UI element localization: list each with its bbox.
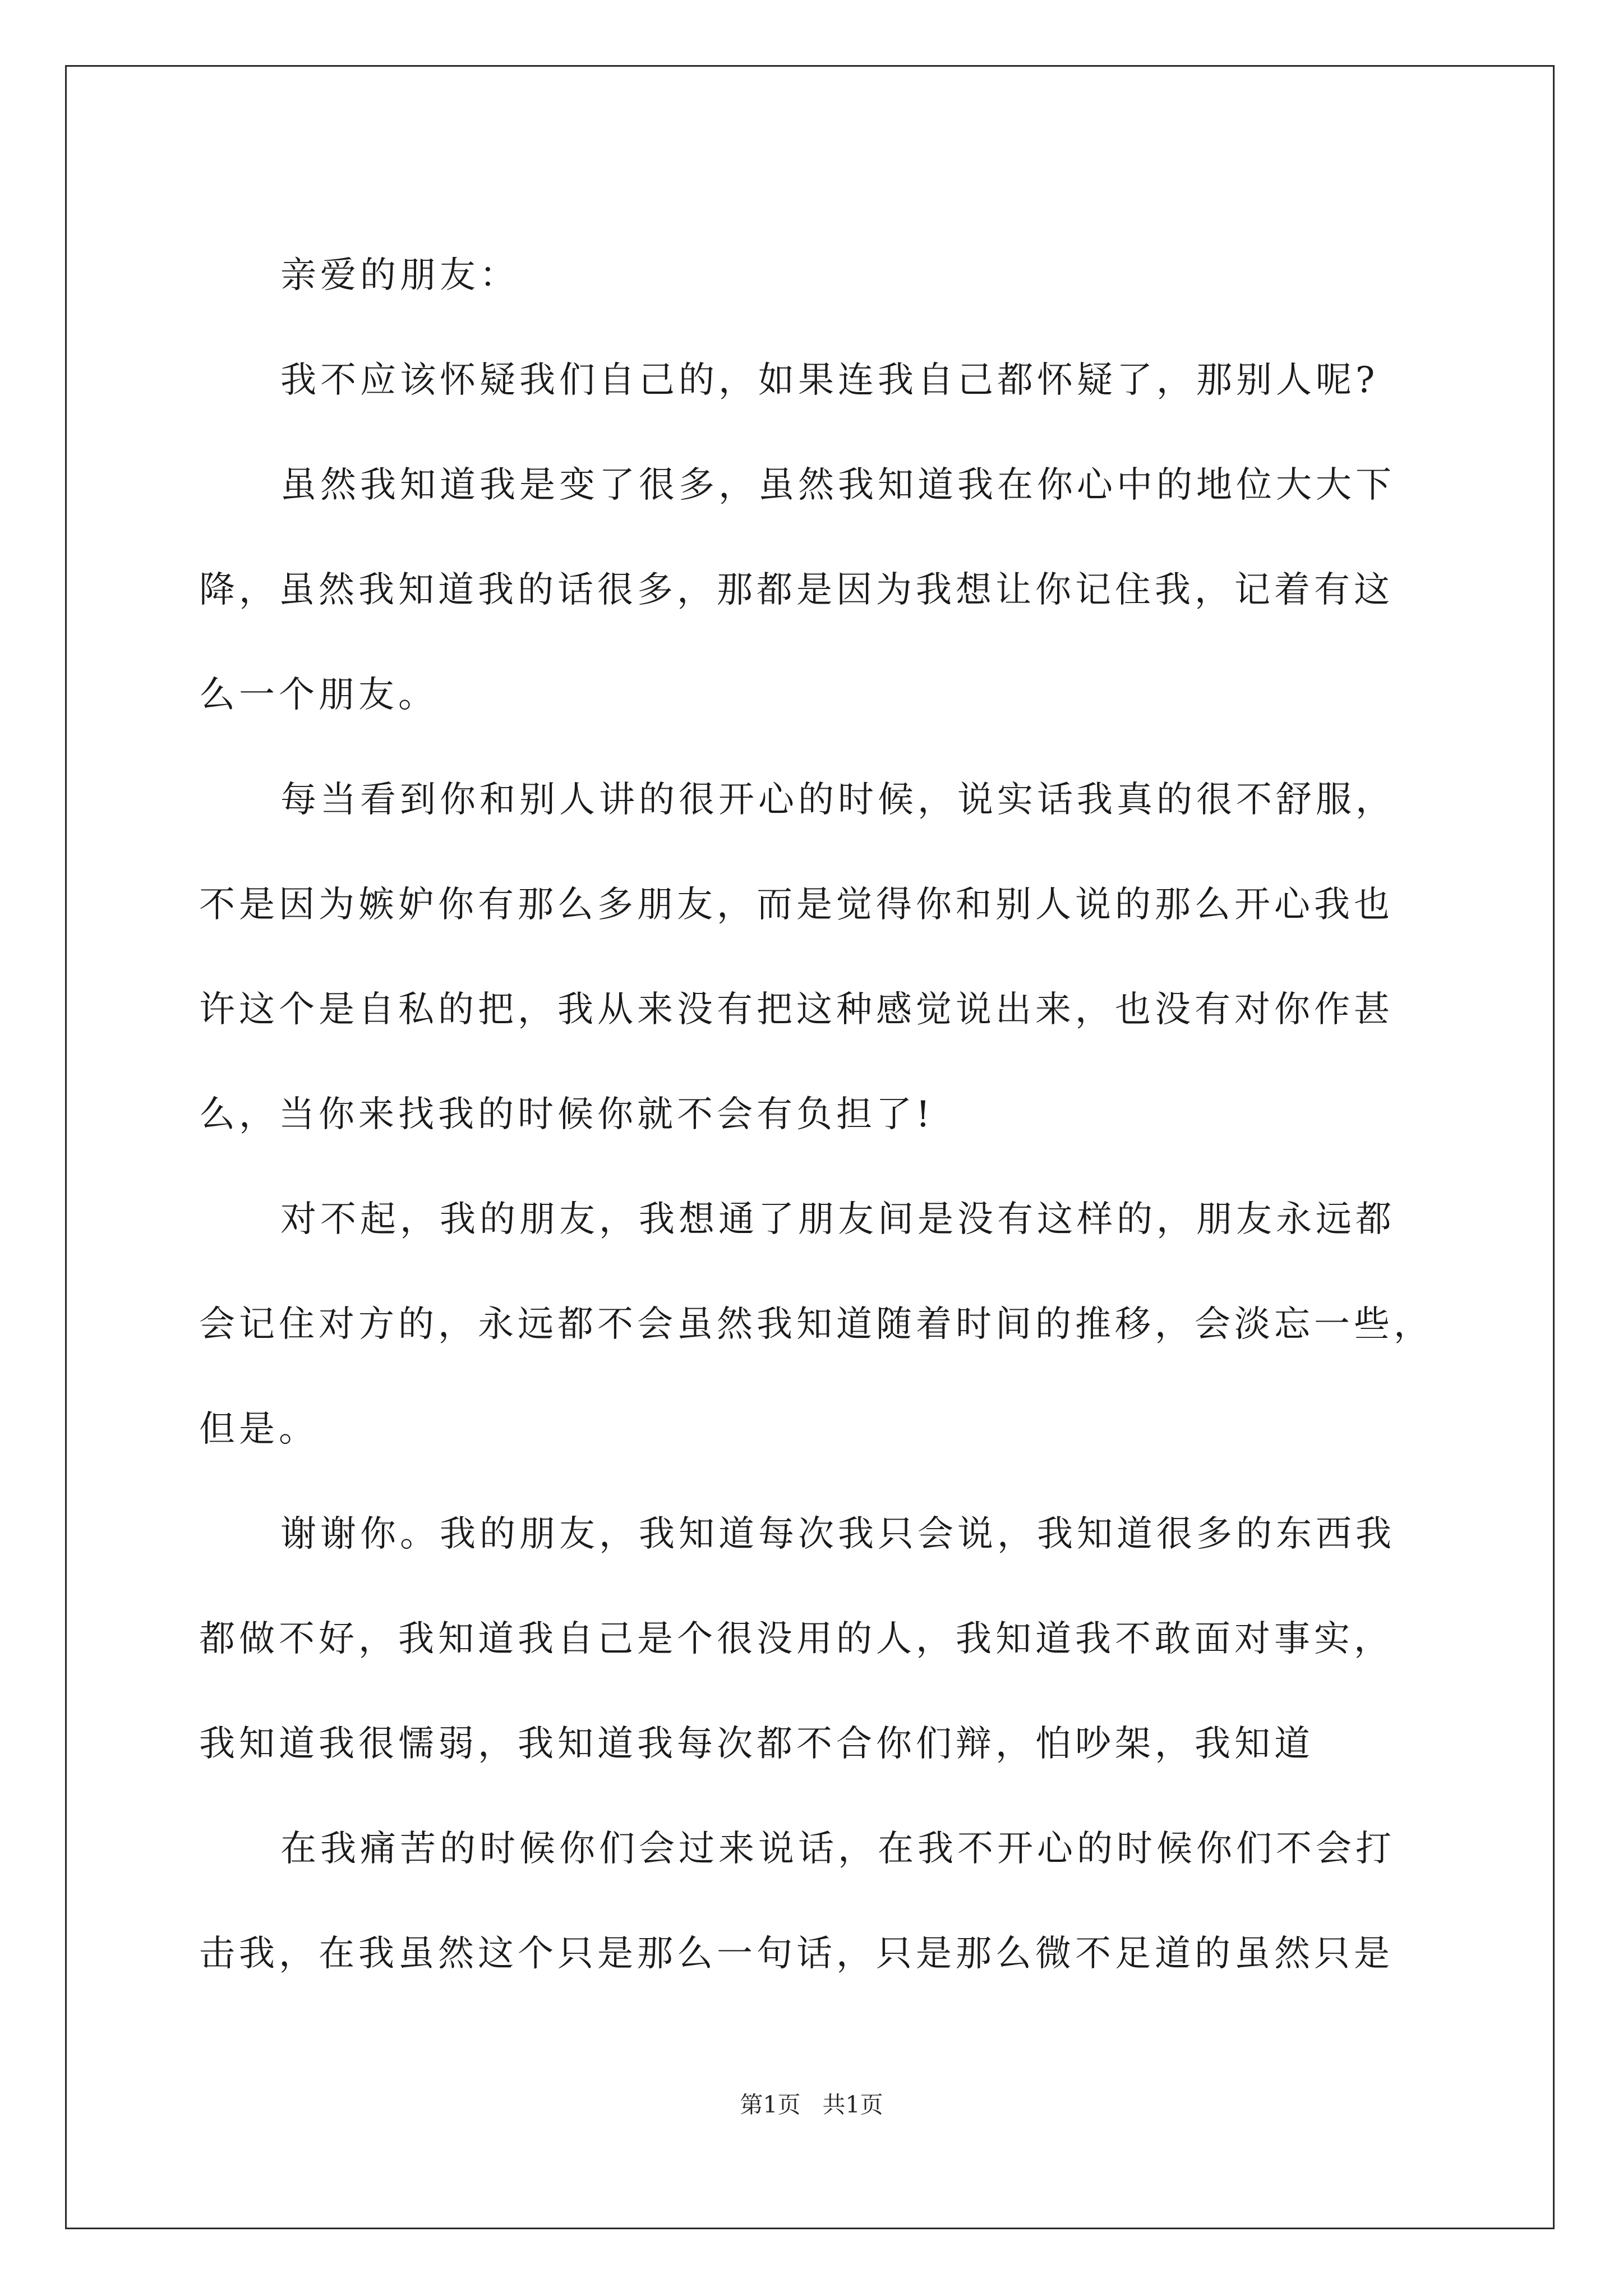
paragraph-line: 击我，在我虽然这个只是那么一句话，只是那么微不足道的虽然只是 bbox=[199, 1933, 1394, 1975]
paragraph-line: 会记住对方的，永远都不会虽然我知道随着时间的推移，会淡忘一些， bbox=[199, 1304, 1433, 1345]
page-number-text: 第1页 共1页 bbox=[740, 2091, 883, 2118]
page-number-footer bbox=[0, 2088, 1623, 2122]
paragraph-line: 都做不好，我知道我自己是个很没用的人，我知道我不敢面对事实， bbox=[199, 1618, 1394, 1660]
letter-greeting: 亲爱的朋友： bbox=[280, 255, 519, 296]
paragraph-line: 么，当你来找我的时候你就不会有负担了! bbox=[199, 1094, 934, 1135]
paragraph-line: 谢谢你。我的朋友，我知道每次我只会说，我知道很多的东西我 bbox=[280, 1513, 1395, 1555]
paragraph-line: 我不应该怀疑我们自己的，如果连我自己都怀疑了，那别人呢? bbox=[280, 360, 1379, 401]
paragraph-line: 在我痛苦的时候你们会过来说话，在我不开心的时候你们不会打 bbox=[280, 1828, 1395, 1870]
letter-body bbox=[199, 223, 1445, 2007]
paragraph-line: 降，虽然我知道我的话很多，那都是因为我想让你记住我，记着有这 bbox=[199, 569, 1394, 611]
paragraph-line: 对不起，我的朋友，我想通了朋友间是没有这样的，朋友永远都 bbox=[280, 1199, 1395, 1240]
paragraph-line: 不是因为嫉妒你有那么多朋友，而是觉得你和别人说的那么开心我也 bbox=[199, 884, 1394, 926]
paragraph-line: 但是。 bbox=[199, 1409, 319, 1450]
paragraph-line: 么一个朋友。 bbox=[199, 674, 438, 716]
paragraph-line: 许这个是自私的把，我从来没有把这种感觉说出来，也没有对你作甚 bbox=[199, 989, 1394, 1030]
paragraph-line: 每当看到你和别人讲的很开心的时候，说实话我真的很不舒服， bbox=[280, 779, 1395, 821]
paragraph-line: 我知道我很懦弱，我知道我每次都不合你们辩，怕吵架，我知道 bbox=[199, 1723, 1314, 1765]
paragraph-line: 虽然我知道我是变了很多，虽然我知道我在你心中的地位大大下 bbox=[280, 464, 1395, 506]
